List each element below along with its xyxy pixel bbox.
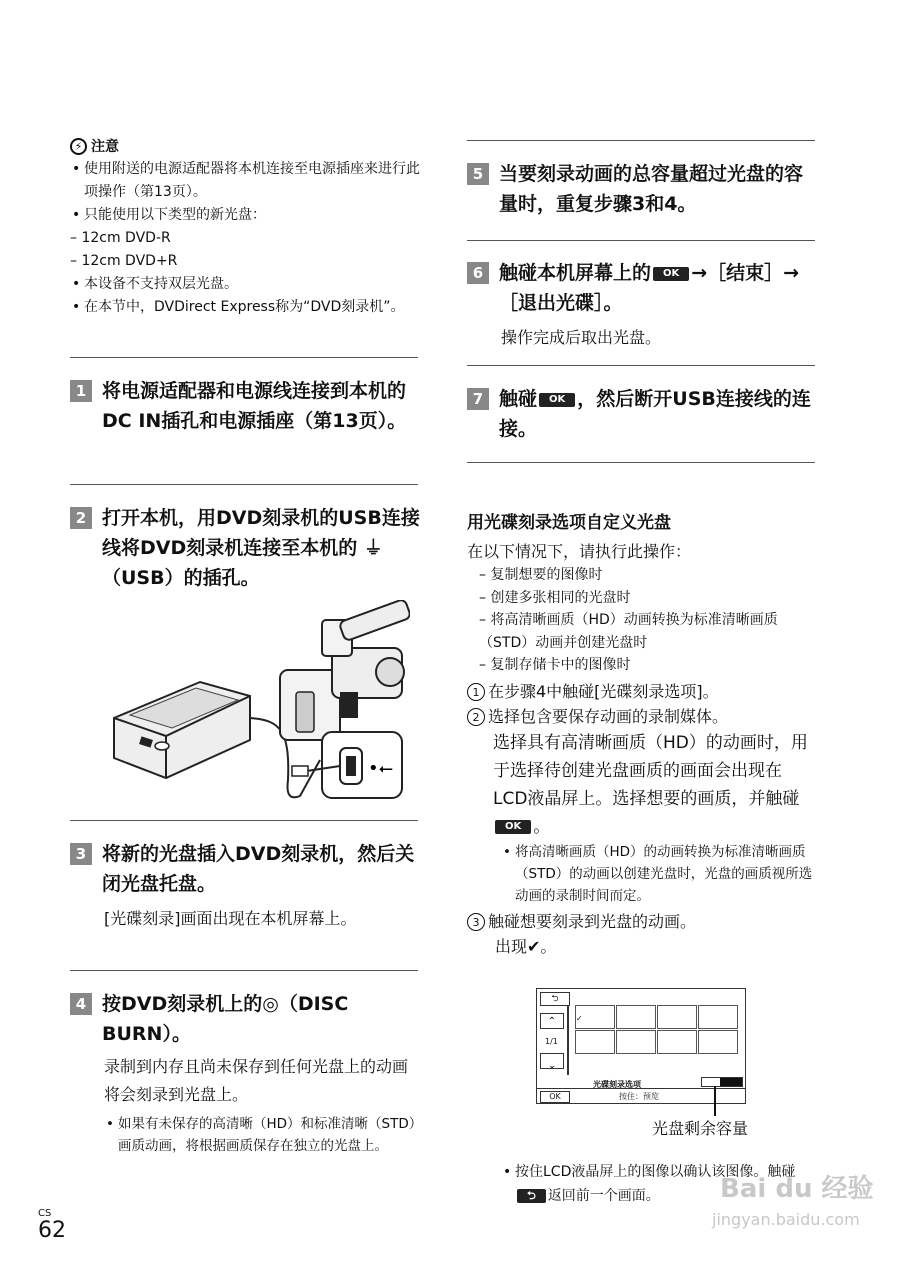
note-item: • 只能使用以下类型的新光盘： (70, 204, 420, 227)
step-text: 打开本机，用DVD刻录机的USB连接线将DVD刻录机连接至本机的 ⏚（USB）的插孔。 (102, 507, 420, 589)
callout-line (714, 1086, 716, 1116)
note-item: – 12cm DVD+R (70, 253, 178, 269)
svg-text:•⭠: •⭠ (368, 758, 394, 779)
note-item: • 本设备不支持双层光盘。 (70, 273, 420, 296)
page-number: 62 (38, 1218, 66, 1243)
note-item: • 在本节中，DVDirect Express称为“DVD刻录机”。 (70, 296, 420, 319)
step-subtext: [光碟刻录]画面出现在本机屏幕上。 (104, 909, 357, 928)
substep-2-detail: 选择具有高清晰画质（HD）的动画时，用于选择待创建光盘画质的画面会出现在LCD液晶屏上。选择想要的画质，并触碰OK 。 (493, 732, 808, 837)
note-title: ⚡ 注意 (70, 136, 420, 156)
page-lang: CS (38, 1208, 52, 1219)
thumbnail[interactable] (616, 1030, 656, 1054)
divider (467, 462, 815, 463)
screen-hint: 按住：预览 (619, 1092, 659, 1101)
thumbnail[interactable] (657, 1005, 697, 1029)
substep-number: 1 (467, 683, 485, 701)
ok-button-icon: OK (653, 267, 689, 281)
step-bullet: • 如果有未保存的高清晰（HD）和标准清晰（STD）画质动画，将根据画质保存在独立的光盘上。 (104, 1113, 420, 1157)
thumbnail[interactable] (575, 1030, 615, 1054)
substep-text: 触碰想要刻录到光盘的动画。 (488, 911, 697, 931)
screen-title: 光碟刻录选项 (593, 1080, 641, 1089)
step-subtext: 操作完成后取出光盘。 (501, 328, 662, 347)
divider (467, 365, 815, 366)
usb-port-callout (292, 732, 402, 798)
thumbnail[interactable] (657, 1030, 697, 1054)
thumbnail[interactable] (616, 1005, 656, 1029)
step-text: 触碰本机屏幕上的 (499, 262, 652, 284)
ok-button-icon: OK (539, 393, 575, 407)
step-number: 7 (467, 388, 489, 410)
note-item: • 使用附送的电源适配器将本机连接至电源插座来进行此项操作（第13页）。 (70, 158, 420, 204)
list-item: – 复制存储卡中的图像时 (479, 657, 631, 673)
watermark-url: jingyan.baidu.com (712, 1210, 860, 1229)
step-text: ，然后断开USB连接线的连接。 (499, 388, 811, 440)
substep-number: 2 (467, 708, 485, 726)
list-item: – 创建多张相同的光盘时 (479, 589, 631, 606)
section-title: 用光碟刻录选项自定义光盘 (467, 513, 671, 533)
return-button-icon: ⮌ (517, 1189, 546, 1203)
thumbnail-grid (575, 1005, 741, 1055)
watermark-brand: Bai du 经验 (720, 1174, 874, 1204)
substep-text: 在步骤4中触碰[光碟刻录选项]。 (488, 681, 719, 701)
list-item: – 复制想要的图像时 (479, 567, 603, 583)
ok-button[interactable]: OK (540, 1091, 570, 1103)
step-4 (70, 989, 420, 1157)
divider (467, 240, 815, 241)
list-item: – 将高清晰画质（HD）动画转换为标准清晰画质（STD）动画并创建光盘时 (479, 612, 778, 651)
ok-button-icon: OK (495, 820, 531, 834)
substep-1 (467, 679, 819, 704)
substep-2-bullet: • 将高清晰画质（HD）的动画转换为标准清晰画质（STD）的动画以创建光盘时，光盘的画质视所选动画的录制时间而定。 (501, 841, 815, 907)
condition-list (467, 564, 819, 677)
substep-text: 选择包含要保存动画的录制媒体。 (488, 706, 729, 726)
step-3 (70, 839, 420, 933)
step-7 (467, 384, 817, 444)
divider (70, 820, 418, 821)
step-6 (467, 258, 817, 352)
bottom-bullet: • 按住LCD液晶屏上的图像以确认该图像。触碰⮌ 返回前一个画面。 (501, 1160, 811, 1208)
scroll-down-button[interactable]: ⌃ (540, 1053, 564, 1069)
divider (467, 140, 815, 141)
section-intro: 在以下情况下，请执行此操作： (467, 542, 692, 561)
divider (70, 970, 418, 971)
step-number: 2 (70, 507, 92, 529)
step-1 (70, 376, 420, 436)
divider (70, 357, 418, 358)
capacity-callout: 光盘剩余容量 (652, 1119, 749, 1138)
substep-number: 3 (467, 913, 485, 931)
step-text: （DISC BURN）。 (102, 993, 349, 1045)
disc-burn-icon: ◎ (262, 993, 279, 1015)
remaining-capacity-bar (701, 1077, 743, 1087)
scroll-up-button[interactable]: ⌃ (540, 1013, 564, 1029)
step-number: 3 (70, 843, 92, 865)
thumbnail[interactable] (698, 1030, 738, 1054)
camcorder-icon (280, 600, 410, 740)
substep-2 (467, 704, 819, 729)
divider (70, 484, 418, 485)
step-text: 触碰 (499, 388, 538, 410)
step-number: 1 (70, 380, 92, 402)
step-number: 4 (70, 993, 92, 1015)
step-text: 将电源适配器和电源线连接到本机的DC IN插孔和电源插座（第13页）。 (102, 380, 407, 432)
step-text: 按DVD刻录机上的 (102, 993, 263, 1015)
note-section (70, 136, 420, 319)
scrollbar (567, 1005, 569, 1075)
camera-dvd-illustration (100, 600, 410, 805)
page-indicator: 1/1 (545, 1037, 558, 1046)
step-number: 5 (467, 163, 489, 185)
thumbnail[interactable] (698, 1005, 738, 1029)
step-text: 将新的光盘插入DVD刻录机，然后关闭光盘托盘。 (102, 843, 415, 895)
step-subtext: 录制到内存且尚未保存到任何光盘上的动画将会刻录到光盘上。 (104, 1057, 409, 1104)
back-button[interactable]: ⮌ (540, 992, 570, 1006)
step-text: 当要刻录动画的总容量超过光盘的容量时，重复步骤3和4。 (499, 163, 804, 215)
custom-section (467, 508, 819, 959)
step-5 (467, 159, 817, 219)
step-text: →［结束］→［退出光碟］。 (499, 262, 800, 314)
note-list (70, 158, 420, 319)
caution-icon: ⚡ (70, 138, 87, 155)
step-2 (70, 503, 420, 593)
substep-3 (467, 909, 819, 934)
dvd-burner-icon (114, 682, 250, 778)
substep-3-detail: 出现✔。 (495, 936, 557, 956)
thumbnail[interactable] (575, 1005, 615, 1029)
check-icon: ✓ (576, 1014, 583, 1023)
note-item: – 12cm DVD-R (70, 230, 171, 246)
step-number: 6 (467, 262, 489, 284)
